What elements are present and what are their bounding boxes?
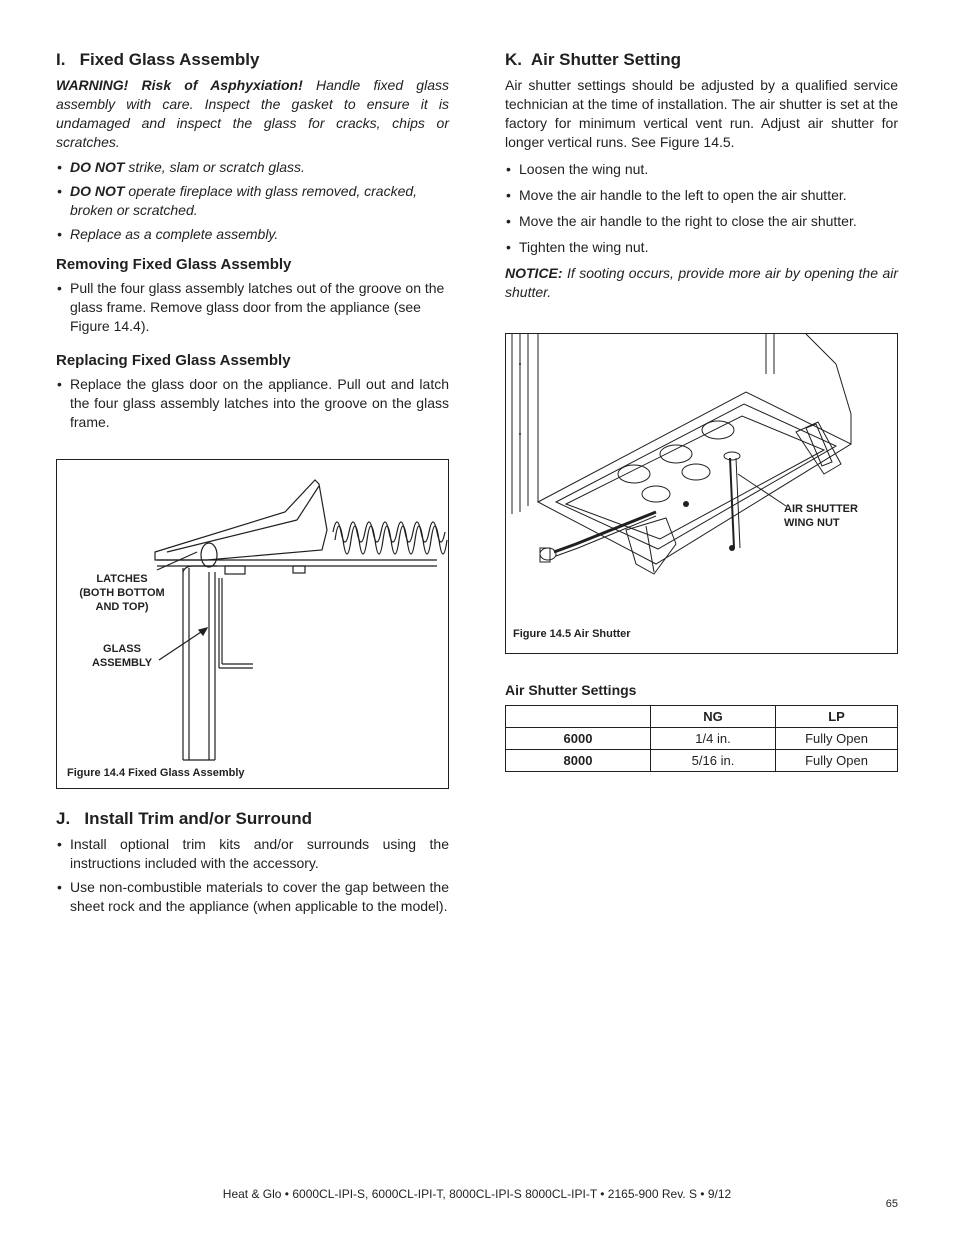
section-k-intro: Air shutter settings should be adjusted by a qualified service technician at the time of installation. The air shutter is set at the factory for minimum vertical vent run. Adjust air shutter for longer vertical runs. See Figure 14.5. xyxy=(505,77,898,150)
glass-assembly-label-line: ASSEMBLY xyxy=(91,657,153,669)
right-column xyxy=(505,50,898,308)
table-header-cell xyxy=(506,706,651,728)
replacing-list xyxy=(56,375,449,432)
table-cell: 8000 xyxy=(506,750,651,772)
list-item xyxy=(56,225,449,244)
latches-label xyxy=(67,572,177,614)
warning-paragraph xyxy=(56,76,449,152)
list-item: • Pull the four glass assembly latches out of the groove on the glass frame. Remove glass door from the appliance (see Figure 14.4). xyxy=(56,279,449,336)
notice-text: If sooting occurs, provide more air by opening the air shutter. xyxy=(505,265,898,300)
figure-fixed-glass-assembly xyxy=(56,459,449,789)
figure-14-4-caption: Figure 14.4 Fixed Glass Assembly xyxy=(67,767,245,779)
glass-assembly-label xyxy=(77,642,167,670)
figure-air-shutter xyxy=(505,333,898,654)
latches-label-line: LATCHES xyxy=(96,573,148,585)
list-item: • Tighten the wing nut. xyxy=(505,238,898,257)
section-k-list xyxy=(505,160,898,257)
table-header-cell: LP xyxy=(776,706,898,728)
list-item-text: strike, slam or scratch glass. xyxy=(124,159,305,175)
table-cell: 6000 xyxy=(506,728,651,750)
section-j xyxy=(56,809,449,922)
section-i-title: I. Fixed Glass Assembly xyxy=(56,50,260,69)
figure-14-5-caption: Figure 14.5 Air Shutter xyxy=(513,628,631,640)
wing-nut-callout-line: AIR SHUTTER xyxy=(784,503,858,515)
glass-assembly-label-line: GLASS xyxy=(103,643,141,655)
list-item-text: operate fireplace with glass removed, cracked, broken or scratched. xyxy=(70,183,418,218)
table-cell: Fully Open xyxy=(776,728,898,750)
section-j-title: J. Install Trim and/or Surround xyxy=(56,809,312,828)
page-footer: Heat & Glo • 6000CL-IPI-S, 6000CL-IPI-T, 8000CL-IPI-S 8000CL-IPI-T • 2165-900 Rev. S • 9/12 xyxy=(222,1187,732,1201)
latches-label-line: AND TOP) xyxy=(95,601,149,613)
air-shutter-settings xyxy=(505,682,898,772)
glass-warning-list xyxy=(56,158,449,244)
warning-text: Handle fixed glass assembly with care. Inspect the gasket to ensure it is undamaged and inspect the glass for cracks, chips or scratches. xyxy=(56,77,449,150)
removing-title: Removing Fixed Glass Assembly xyxy=(56,256,292,273)
wing-nut-callout-line: WING NUT xyxy=(784,517,840,529)
list-item xyxy=(56,182,449,220)
wing-nut-callout xyxy=(784,502,858,530)
table-cell: Fully Open xyxy=(776,750,898,772)
air-shutter-table xyxy=(505,705,898,772)
table-header-row xyxy=(506,706,898,728)
section-j-list xyxy=(56,835,449,916)
list-item: • Move the air handle to the right to close the air shutter. xyxy=(505,212,898,231)
list-item: • Use non-combustible materials to cover the gap between the sheet rock and the appliance (when applicable to the model). xyxy=(56,878,449,916)
fixed-glass-drawing xyxy=(57,460,448,788)
air-shutter-table-title: Air Shutter Settings xyxy=(505,682,637,698)
table-header-cell: NG xyxy=(651,706,776,728)
air-shutter-drawing xyxy=(506,334,897,653)
warning-label: WARNING! Risk of Asphyxiation! xyxy=(56,77,303,93)
do-not-label: DO NOT xyxy=(70,159,125,175)
notice-paragraph xyxy=(505,264,898,302)
list-item: • Move the air handle to the left to open the air shutter. xyxy=(505,186,898,205)
table-row xyxy=(506,750,898,772)
table-row xyxy=(506,728,898,750)
list-item xyxy=(56,158,449,177)
notice-label: NOTICE: xyxy=(505,265,563,281)
list-item: • Loosen the wing nut. xyxy=(505,160,898,179)
replacing-title: Replacing Fixed Glass Assembly xyxy=(56,352,291,369)
latches-label-line: (BOTH BOTTOM xyxy=(79,587,165,599)
do-not-label: DO NOT xyxy=(70,183,125,199)
section-k-title: K. Air Shutter Setting xyxy=(505,50,681,69)
list-item: • Install optional trim kits and/or surrounds using the instructions included with the accessory. xyxy=(56,835,449,873)
list-item-text: Replace as a complete assembly. xyxy=(70,226,279,242)
page-number: 65 xyxy=(885,1198,898,1210)
removing-list xyxy=(56,279,449,336)
list-item: • Replace the glass door on the appliance. Pull out and latch the four glass assembly latches into the groove on the glass frame. xyxy=(56,375,449,432)
left-column xyxy=(56,50,449,438)
table-cell: 1/4 in. xyxy=(651,728,776,750)
table-cell: 5/16 in. xyxy=(651,750,776,772)
